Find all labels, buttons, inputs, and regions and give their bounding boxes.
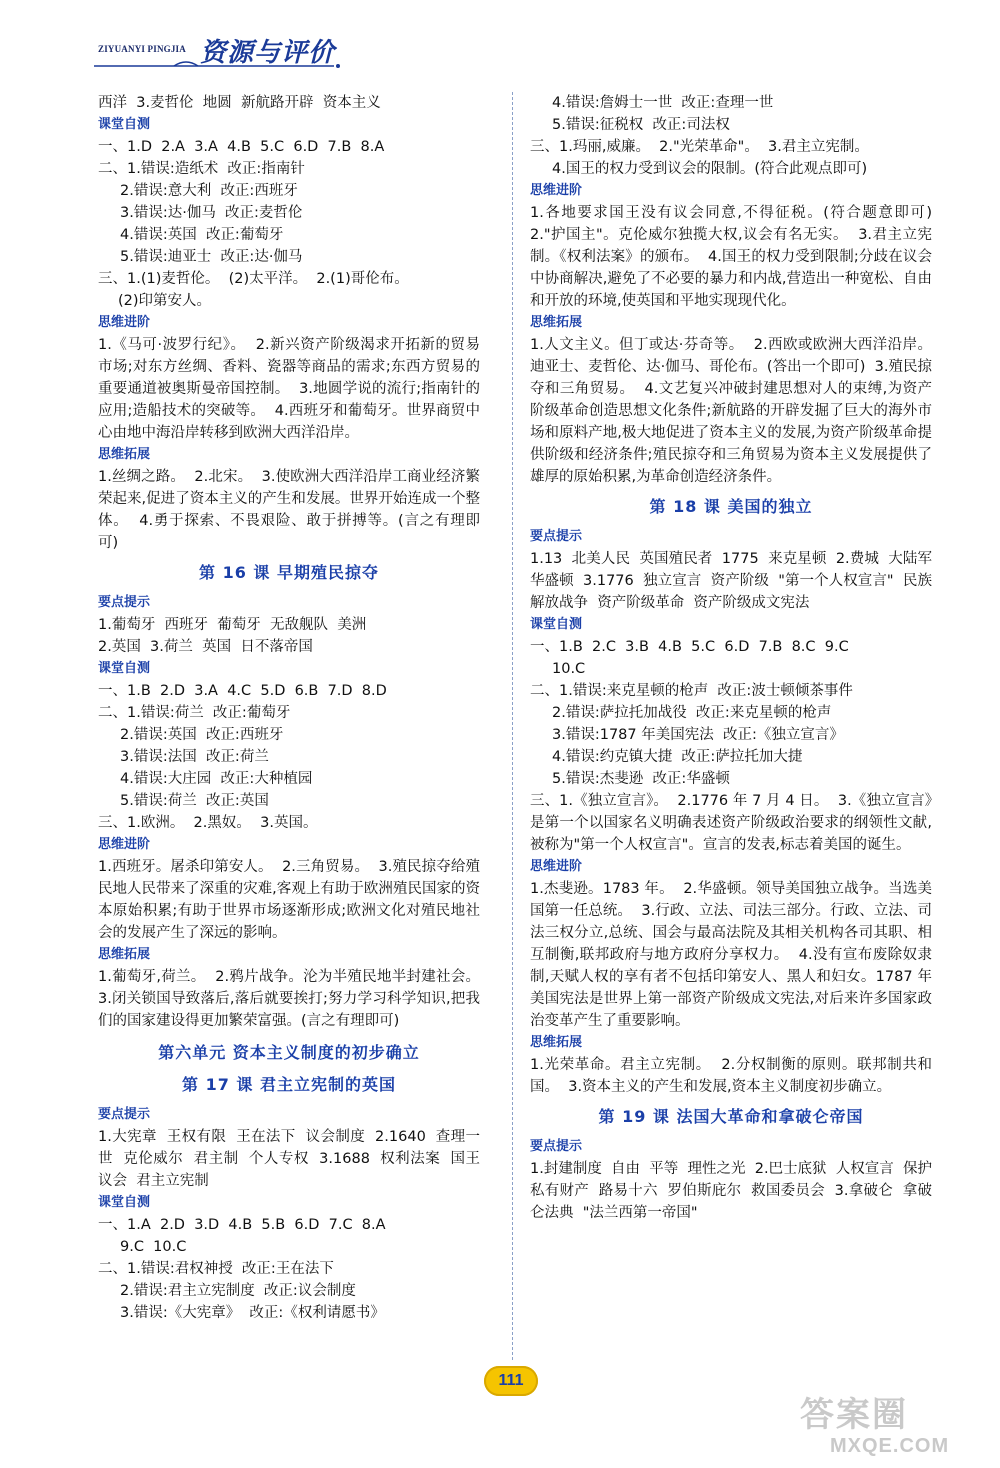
- section-heading: 课堂自测: [98, 117, 151, 132]
- answer-line: 2.错误:英国 改正:西班牙: [120, 727, 284, 743]
- answer-line: 3.错误:《大宪章》 改正:《权利请愿书》: [120, 1305, 385, 1321]
- section-heading: 要点提示: [530, 1139, 583, 1154]
- answer-line: 二、1.错误:荷兰 改正:葡萄牙: [98, 705, 291, 721]
- answer-paragraph: 1.丝绸之路。 2.北宋。 3.使欧洲大西洋沿岸工商业经济繁荣起来,促进了资本主义的产生和发展。世界开始连成一个整体。 4.勇于探索、不畏艰险、敢于拼搏等。(言之有理即可): [98, 469, 480, 551]
- answer-line: 1.葡萄牙 西班牙 葡萄牙 无敌舰队 美洲: [98, 617, 367, 633]
- answer-paragraph: 1.葡萄牙,荷兰。 2.鸦片战争。沦为半殖民地半封建社会。 3.闭关锁国导致落后,落后就要挨打;努力学习科学知识,把我们的国家建设得更加繁荣富强。(言之有理即可): [98, 969, 490, 1029]
- answer-line: 5.错误:迪亚士 改正:达·伽马: [120, 249, 303, 265]
- section-heading: 课堂自测: [98, 1195, 151, 1210]
- answer-line: 5.错误:征税权 改正:司法权: [552, 117, 730, 133]
- brand-pinyin: ZIYUANYI PINGJIA: [98, 44, 186, 54]
- answer-paragraph: 1.人文主义。但丁或达·芬奇等。 2.西欧或欧洲大西洋沿岸。迪亚士、麦哲伦、达·伽马、哥伦布。(答出一个即可) 3.殖民掠夺和三角贸易。 4.文艺复兴冲破封建思想对人的束缚,为资产阶级革命创造思想文化条件;新航路的开辟发掘了巨大的海外市场和原料产地,极大地促进了资本主义的发展,为资产阶级革命提供阶级和经济条件;殖民掠夺和三角贸易为资本主义发展提供了雄厚的原始积累,为革命创造经济条件。: [530, 337, 932, 485]
- answer-paragraph: 1.大宪章 王权有限 王在法下 议会制度 2.1640 查理一世 克伦威尔 君主制 个人专权 3.1688 权利法案 国王 议会 君主立宪制: [98, 1129, 490, 1189]
- answer-line: 二、1.错误:来克星顿的枪声 改正:波士顿倾茶事件: [530, 683, 853, 699]
- answer-line: 二、1.错误:造纸术 改正:指南针: [98, 161, 305, 177]
- answer-paragraph: 1.封建制度 自由 平等 理性之光 2.巴士底狱 人权宣言 保护私有财产 路易十六 罗伯斯庇尔 救国委员会 3.拿破仑 拿破仑法典 "法兰西第一帝国": [530, 1161, 932, 1221]
- section-heading: 思维拓展: [98, 447, 151, 462]
- answer-line: 2.英国 3.荷兰 英国 日不落帝国: [98, 639, 313, 655]
- section-heading: 思维拓展: [98, 947, 151, 962]
- section-heading: 课堂自测: [530, 617, 583, 632]
- answer-paragraph: 1.光荣革命。君主立宪制。 2.分权制衡的原则。联邦制共和国。 3.资本主义的产生和发展,资本主义制度初步确立。: [530, 1057, 932, 1095]
- answer-line: 一、1.D 2.A 3.A 4.B 5.C 6.D 7.B 8.A: [98, 139, 385, 155]
- answer-line: 三、1.欧洲。 2.黑奴。 3.英国。: [98, 815, 318, 831]
- lesson-title: 第 18 课 美国的独立: [649, 497, 813, 516]
- answer-line: 4.错误:约克镇大捷 改正:萨拉托加大捷: [552, 749, 803, 765]
- answer-line: 2.错误:君主立宪制度 改正:议会制度: [120, 1283, 356, 1299]
- answer-line: 2.错误:萨拉托加战役 改正:来克星顿的枪声: [552, 705, 832, 721]
- lesson-title: 第 17 课 君主立宪制的英国: [182, 1075, 396, 1094]
- lesson-title: 第 16 课 早期殖民掠夺: [199, 563, 379, 582]
- section-heading: 思维进阶: [98, 837, 151, 852]
- answer-line: 4.错误:詹姆士一世 改正:查理一世: [552, 95, 774, 111]
- answer-line: 三、1.玛丽,威廉。 2."光荣革命"。 3.君主立宪制。: [530, 139, 869, 155]
- answer-line: 4.国王的权力受到议会的限制。(符合此观点即可): [552, 161, 868, 177]
- watermark-text: 答案圈: [800, 1396, 908, 1434]
- section-heading: 思维进阶: [530, 859, 583, 874]
- answer-line: 西洋 3.麦哲伦 地圆 新航路开辟 资本主义: [98, 95, 381, 111]
- answer-line: 2.错误:意大利 改正:西班牙: [120, 183, 298, 199]
- answer-line: 3.错误:法国 改正:荷兰: [120, 749, 269, 765]
- answer-paragraph: 三、1.《独立宣言》。 2.1776 年 7 月 4 日。 3.《独立宣言》是第一个以国家名义明确表述资产阶级政治要求的纲领性文献,被称为"第一个人权宣言"。宣言的发表,标志着美国的诞生。: [530, 793, 932, 853]
- answer-line: 4.错误:英国 改正:葡萄牙: [120, 227, 284, 243]
- answer-line: 10.C: [552, 661, 586, 677]
- answer-line: 3.错误:1787 年美国宪法 改正:《独立宣言》: [552, 727, 844, 743]
- section-heading: 思维进阶: [530, 183, 583, 198]
- left-column: [98, 92, 490, 1324]
- section-heading: 思维进阶: [98, 315, 151, 330]
- answer-line: 一、1.B 2.D 3.A 4.C 5.D 6.B 7.D 8.D: [98, 683, 387, 699]
- brand-title: 资源与评价: [200, 38, 336, 68]
- section-heading: 课堂自测: [98, 661, 151, 676]
- answer-line: 5.错误:荷兰 改正:英国: [120, 793, 269, 809]
- unit-title: 第六单元 资本主义制度的初步确立: [158, 1043, 420, 1062]
- answer-paragraph: 1.13 北美人民 英国殖民者 1775 来克星顿 2.费城 大陆军 华盛顿 3.1776 独立宣言 资产阶级 "第一个人权宣言" 民族解放战争 资产阶级革命 资产阶级成文宪法: [530, 551, 942, 611]
- header-swoosh-icon: [94, 58, 344, 72]
- watermark-logo: [800, 1396, 990, 1462]
- answer-line: 一、1.B 2.C 3.B 4.B 5.C 6.D 7.B 8.C 9.C: [530, 639, 849, 655]
- section-heading: 要点提示: [530, 529, 583, 544]
- answer-line: 一、1.A 2.D 3.D 4.B 5.B 6.D 7.C 8.A: [98, 1217, 386, 1233]
- section-heading: 要点提示: [98, 1107, 151, 1122]
- lesson-title: 第 19 课 法国大革命和拿破仑帝国: [598, 1107, 864, 1126]
- answer-line: 二、1.错误:君权神授 改正:王在法下: [98, 1261, 334, 1277]
- section-heading: 思维拓展: [530, 1035, 583, 1050]
- page-number: 111: [484, 1366, 538, 1396]
- answer-line: 3.错误:达·伽马 改正:麦哲伦: [120, 205, 303, 221]
- section-heading: 思维拓展: [530, 315, 583, 330]
- right-column: [530, 92, 942, 1224]
- answer-line: 9.C 10.C: [120, 1239, 187, 1255]
- answer-paragraph: 1.《马可·波罗行纪》。 2.新兴资产阶级渴求开拓新的贸易市场;对东方丝绸、香料、瓷器等商品的需求;东西方贸易的重要通道被奥斯曼帝国控制。 3.地圆学说的流行;指南针的应用;造船技术的突破等。 4.西班牙和葡萄牙。世界商贸中心由地中海沿岸转移到欧洲大西洋沿岸。: [98, 337, 480, 441]
- answer-line: 三、1.(1)麦哲伦。 (2)太平洋。 2.(1)哥伦布。: [98, 271, 409, 287]
- answer-paragraph: 1.西班牙。屠杀印第安人。 2.三角贸易。 3.殖民掠夺给殖民地人民带来了深重的灾难,客观上有助于欧洲殖民国家的资本原始积累;有助于世界市场逐渐形成;欧洲文化对殖民地社会的发展产生了深远的影响。: [98, 859, 480, 941]
- answer-line: 4.错误:大庄园 改正:大种植园: [120, 771, 313, 787]
- column-divider: [512, 92, 513, 1360]
- watermark-url: MXQE.COM: [830, 1435, 950, 1457]
- answer-paragraph: 1.各地要求国王没有议会同意,不得征税。(符合题意即可) 2."护国主"。克伦威尔独揽大权,议会有名无实。 3.君主立宪制。《权利法案》的颁布。 4.国王的权力受到限制;分歧在议会中协商解决,避免了不必要的暴力和内战,营造出一种宽松、自由和开放的环境,使英国和平地实现现代化。: [530, 205, 942, 309]
- answer-line: 5.错误:杰斐逊 改正:华盛顿: [552, 771, 730, 787]
- answer-line: (2)印第安人。: [118, 293, 212, 309]
- publication-header: [90, 28, 350, 74]
- answer-paragraph: 1.杰斐逊。1783 年。 2.华盛顿。领导美国独立战争。当选美国第一任总统。 3.行政、立法、司法三部分。行政、立法、司法三权分立,总统、国会与最高法院及其相关机构各司其职、相互制衡,联邦政府与地方政府分享权力。 4.没有宣布废除奴隶制,天赋人权的享有者不包括印第安人、黑人和妇女。1787 年美国宪法是世界上第一部资产阶级成文宪法,对后来许多国家政治变革产生了重要影响。: [530, 881, 932, 1029]
- section-heading: 要点提示: [98, 595, 151, 610]
